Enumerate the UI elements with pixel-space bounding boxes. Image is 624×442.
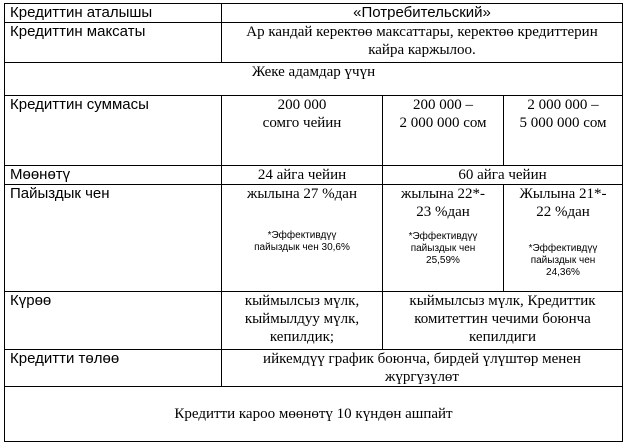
interest-rate-1-value: жылына 27 %дан [246,186,357,202]
effective-rate-3-line2: пайыздык чен [530,255,596,266]
effective-rate-2-line2: пайыздык чен [410,243,476,254]
row-term [5,166,623,185]
effective-rate-2-line3: 25,59% [426,255,460,266]
amount-range-2 [383,96,504,166]
amount-range-1 [222,96,383,166]
amount-range-3 [504,96,623,166]
audience-value: Жеке адамдар үчүн [5,63,623,96]
collateral-1-line2: кыймылдуу мүлк, [244,311,360,327]
review-term-value: Кредитти кароо мөөнөтү 10 күндөн ашпайт [5,387,623,442]
credit-name-value: «Потребительский» [222,4,623,23]
credit-terms-table [4,3,623,442]
amount-range-3-line1: 2 000 000 – [527,97,599,113]
effective-rate-2-line1: *Эффективдүү [408,231,478,242]
interest-rate-3-line2: 22 %дан [536,204,590,220]
interest-rate-1 [222,185,383,292]
credit-purpose-label: Кредиттин максаты [5,23,222,63]
amount-range-3-line2: 5 000 000 сом [519,115,607,131]
effective-rate-1-line2: пайыздык чен 30,6% [254,242,350,253]
effective-rate-1-line1: *Эффективдүү [267,230,337,241]
effective-rate-3-line3: 24,36% [546,267,580,278]
amount-range-2-line2: 2 000 000 сом [399,115,487,131]
interest-rate-3 [504,185,623,292]
collateral-1 [222,292,383,350]
collateral-1-line3: кепилдик; [269,329,335,345]
amount-range-2-line1: 200 000 – [413,97,473,113]
row-credit-name [5,4,623,23]
credit-amount-label: Кредиттин суммасы [5,96,222,166]
interest-rate-2-line1: жылына 22*- [401,186,485,202]
term-range-2: 60 айга чейин [383,166,623,185]
collateral-1-line1: кыймылсыз мүлк, [244,293,360,309]
collateral-label: Күрөө [5,292,222,350]
term-range-1: 24 айга чейин [222,166,383,185]
row-credit-purpose [5,23,623,63]
row-collateral [5,292,623,350]
row-review-term [5,387,623,442]
row-interest-rate [5,185,623,292]
interest-rate-label: Пайыздык чен [5,185,222,292]
repayment-label: Кредитти төлөө [5,350,222,387]
effective-rate-3-line1: *Эффективдүү [528,243,598,254]
term-label: Мөөнөтү [5,166,222,185]
interest-rate-3-line1: Жылына 21*- [519,186,607,202]
repayment-value: ийкемдүү график боюнча, бирдей үлүштөр менен жүргүзүлөт [222,350,623,387]
collateral-2: кыймылсыз мүлк, Кредиттик комитеттин чечими боюнча кепилдиги [383,292,623,350]
row-repayment [5,350,623,387]
interest-rate-2 [383,185,504,292]
interest-rate-2-line2: 23 %дан [416,204,470,220]
amount-range-1-line1: 200 000 [277,97,327,113]
credit-purpose-value: Ар кандай керектөө максаттары, керектөө кредиттерин кайра каржылоо. [222,23,623,63]
amount-range-1-line2: сомго чейин [262,115,342,131]
row-audience [5,63,623,96]
row-credit-amount [5,96,623,166]
credit-name-label: Кредиттин аталышы [5,4,222,23]
